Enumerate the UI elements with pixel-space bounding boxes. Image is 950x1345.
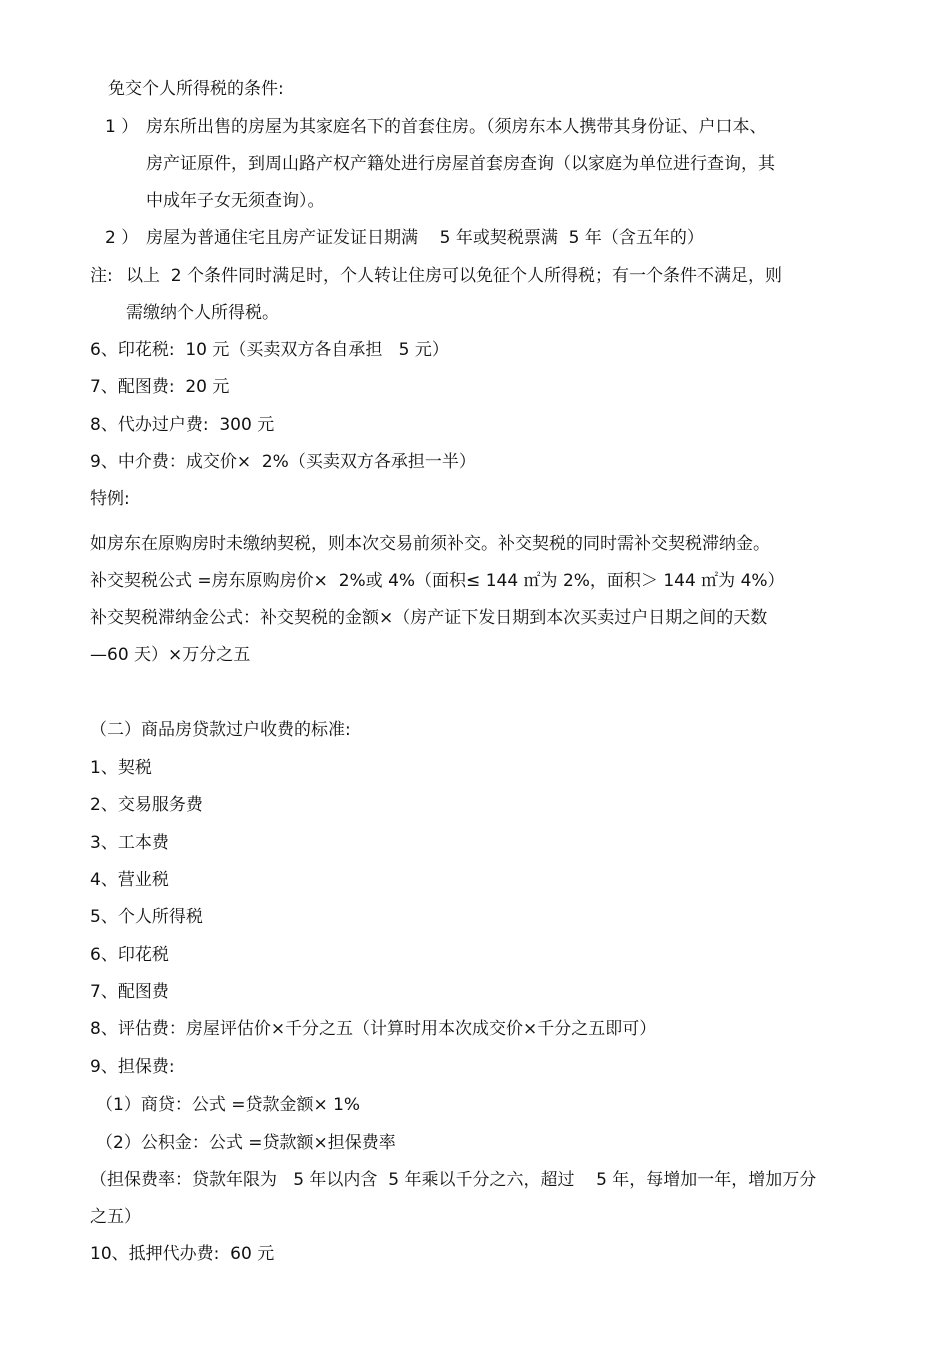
- condition-1-line-1: 房东所出售的房屋为其家庭名下的首套住房。（须房东本人携带其身份证、户口本、: [146, 117, 767, 137]
- guarantee-rate-line-1: （担保费率：贷款年限为 5 年以内含 5 年乘以千分之六，超过 5 年，每增加一年，增加万分: [90, 1170, 817, 1190]
- section-2-item-7: 7、配图费: [90, 982, 169, 1002]
- section-2-heading: （二）商品房贷款过户收费的标准:: [90, 720, 351, 740]
- late-fee-formula-line-1: 补交契税滞纳金公式：补交契税的金额×（房产证下发日期到本次买卖过户日期之间的天数: [90, 608, 768, 628]
- late-fee-formula-line-2: —60 天）×万分之五: [90, 645, 251, 665]
- section-2-item-2: 2、交易服务费: [90, 795, 203, 815]
- fee-item-map-fee: 7、配图费: 20 元: [90, 377, 230, 397]
- section-2-item-4: 4、营业税: [90, 870, 169, 890]
- section-2-item-1: 1、契税: [90, 758, 152, 778]
- fee-item-agency-fee: 9、中介费：成交价× 2%（买卖双方各承担一半）: [90, 452, 476, 472]
- note-label: 注:: [90, 266, 113, 286]
- special-case-formula: 补交契税公式 =房东原购房价× 2%或 4%（面积≤ 144 ㎡为 2%，面积＞ 144 ㎡为 4%）: [90, 571, 785, 591]
- section-2-item-10: 10、抵押代办费: 60 元: [90, 1244, 275, 1264]
- special-case-heading: 特例:: [90, 489, 130, 509]
- guarantee-rate-line-2: 之五）: [90, 1207, 141, 1227]
- section-2-item-9: 9、担保费:: [90, 1057, 175, 1077]
- section-2-item-6: 6、印花税: [90, 945, 169, 965]
- fee-item-transfer-agency-fee: 8、代办过户费: 300 元: [90, 415, 275, 435]
- condition-2-text: 房屋为普通住宅且房产证发证日期满 5 年或契税票满 5 年（含五年的）: [146, 228, 704, 248]
- special-case-line-1: 如房东在原购房时未缴纳契税，则本次交易前须补交。补交契税的同时需补交契税滞纳金。: [90, 534, 770, 554]
- fee-item-stamp-tax: 6、印花税: 10 元（买卖双方各自承担 5 元）: [90, 340, 449, 360]
- exemption-heading: 免交个人所得税的条件:: [108, 79, 284, 99]
- guarantee-provident-fund: （2）公积金：公式 =贷款额×担保费率: [96, 1133, 396, 1153]
- condition-1-line-2: 房产证原件，到周山路产权产籍处进行房屋首套房查询（以家庭为单位进行查询，其: [146, 154, 775, 174]
- condition-1-number: 1 ）: [105, 117, 139, 137]
- condition-1-line-3: 中成年子女无须查询）。: [146, 191, 325, 211]
- condition-2-number: 2 ）: [105, 228, 139, 248]
- section-2-item-5: 5、个人所得税: [90, 907, 203, 927]
- section-2-item-8: 8、评估费：房屋评估价×千分之五（计算时用本次成交价×千分之五即可）: [90, 1019, 657, 1039]
- section-2-item-3: 3、工本费: [90, 833, 169, 853]
- note-line-2: 需缴纳个人所得税。: [126, 303, 279, 323]
- note-line-1: 以上 2 个条件同时满足时，个人转让住房可以免征个人所得税；有一个条件不满足，则: [126, 266, 783, 286]
- guarantee-commercial-loan: （1）商贷：公式 =贷款金额× 1%: [96, 1095, 361, 1115]
